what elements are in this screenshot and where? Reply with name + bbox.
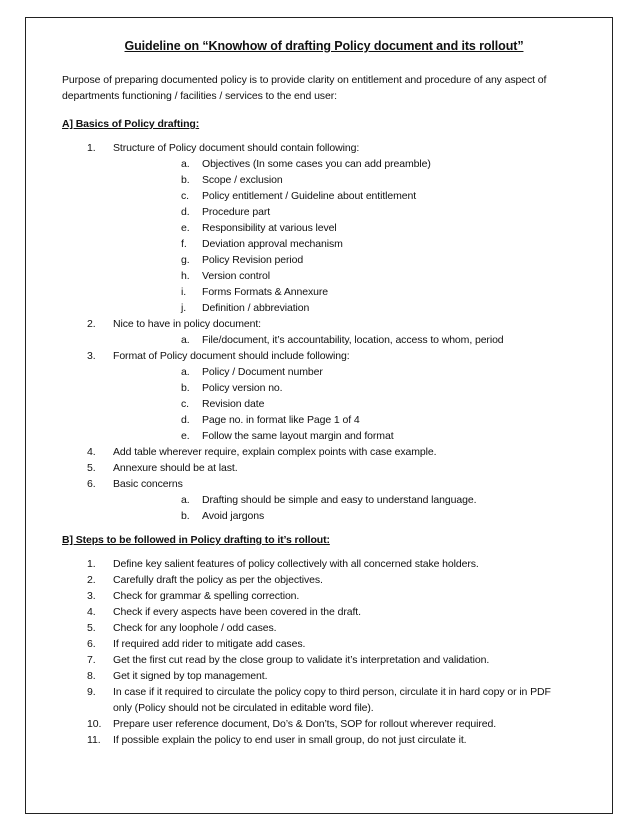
sub-item-text: Definition / abbreviation — [202, 302, 310, 314]
sub-item-text: Scope / exclusion — [202, 174, 283, 186]
list-item — [62, 556, 562, 572]
sub-list-item — [113, 220, 562, 236]
section-a-heading: A] Basics of Policy drafting: — [62, 118, 200, 130]
sub-list-item — [113, 188, 562, 204]
sub-list — [113, 332, 562, 348]
sub-item-text: File/document, it’s accountability, location, access to whom, period — [202, 334, 504, 346]
list-item — [62, 588, 562, 604]
item-text: Check for grammar & spelling correction. — [113, 590, 300, 602]
item-number: 4. — [87, 446, 96, 458]
section-b-heading: B] Steps to be followed in Policy drafting to it’s rollout: — [62, 534, 330, 546]
item-number: 8. — [87, 670, 96, 682]
item-text: Basic concerns — [113, 478, 183, 490]
sub-item-text: Revision date — [202, 398, 265, 410]
sub-item-text: Follow the same layout margin and format — [202, 430, 394, 442]
sub-list-item — [113, 156, 562, 172]
item-text: If required add rider to mitigate add cases. — [113, 638, 306, 650]
item-text: Check if every aspects have been covered in the draft. — [113, 606, 361, 618]
purpose-paragraph: Purpose of preparing documented policy is to provide clarity on entitlement and procedure of any aspect of departments functioning / facilities / services to the end user: — [62, 74, 547, 102]
sub-item-letter: f. — [181, 238, 187, 250]
item-number: 2. — [87, 318, 96, 330]
list-item — [62, 620, 562, 636]
sub-item-text: Avoid jargons — [202, 510, 265, 522]
sub-item-letter: a. — [181, 334, 190, 346]
sub-item-text: Procedure part — [202, 206, 271, 218]
sub-list-item — [113, 428, 562, 444]
item-number: 7. — [87, 654, 96, 666]
section-b-list — [62, 556, 562, 748]
sub-item-letter: i. — [181, 286, 187, 298]
list-item — [62, 572, 562, 588]
item-text: Prepare user reference document, Do’s & Don’ts, SOP for rollout wherever required. — [113, 718, 497, 730]
sub-list-item — [113, 172, 562, 188]
sub-list-item — [113, 380, 562, 396]
item-number: 3. — [87, 350, 96, 362]
sub-list-item — [113, 412, 562, 428]
sub-item-letter: h. — [181, 270, 190, 282]
sub-item-text: Deviation approval mechanism — [202, 238, 343, 250]
item-text: Nice to have in policy document: — [113, 318, 261, 330]
sub-list-item — [113, 364, 562, 380]
item-text: Carefully draft the policy as per the objectives. — [113, 574, 323, 586]
sub-list-item — [113, 284, 562, 300]
list-item — [62, 604, 562, 620]
sub-item-text: Responsibility at various level — [202, 222, 337, 234]
item-text: Structure of Policy document should contain following: — [113, 142, 360, 154]
item-number: 2. — [87, 574, 96, 586]
sub-list-item — [113, 252, 562, 268]
item-text: Annexure should be at last. — [113, 462, 238, 474]
sub-item-text: Version control — [202, 270, 270, 282]
sub-item-letter: g. — [181, 254, 190, 266]
sub-item-text: Policy entitlement / Guideline about entitlement — [202, 190, 417, 202]
section-a-list — [62, 140, 562, 524]
sub-item-letter: b. — [181, 510, 190, 522]
item-number: 6. — [87, 638, 96, 650]
sub-item-text: Policy version no. — [202, 382, 283, 394]
sub-list-item — [113, 332, 562, 348]
item-number: 4. — [87, 606, 96, 618]
list-item — [62, 460, 562, 476]
sub-list — [113, 156, 562, 316]
list-item — [62, 668, 562, 684]
item-text: Get it signed by top management. — [113, 670, 268, 682]
sub-list-item — [113, 508, 562, 524]
item-text: In case if it required to circulate the policy copy to third person, circulate it in hard copy or in PDF only (Policy should not be circulated in editable word file). — [113, 686, 551, 714]
item-number: 11. — [87, 734, 101, 746]
item-text: If possible explain the policy to end user in small group, do not just circulate it. — [113, 734, 467, 746]
document-body — [62, 38, 562, 756]
sub-item-letter: a. — [181, 494, 190, 506]
list-item — [62, 684, 562, 716]
sub-list-item — [113, 396, 562, 412]
sub-item-letter: b. — [181, 174, 190, 186]
sub-item-letter: e. — [181, 430, 190, 442]
sub-item-letter: c. — [181, 190, 189, 202]
sub-item-letter: e. — [181, 222, 190, 234]
item-number: 1. — [87, 558, 96, 570]
sub-list-item — [113, 236, 562, 252]
list-item — [62, 316, 562, 348]
sub-item-letter: a. — [181, 366, 190, 378]
sub-item-text: Page no. in format like Page 1 of 4 — [202, 414, 360, 426]
item-number: 3. — [87, 590, 96, 602]
sub-list-item — [113, 492, 562, 508]
sub-list — [113, 492, 562, 524]
item-number: 10. — [87, 718, 102, 730]
sub-item-letter: j. — [181, 302, 187, 314]
sub-item-letter: c. — [181, 398, 189, 410]
sub-item-letter: a. — [181, 158, 190, 170]
document-title: Guideline on “Knowhow of drafting Policy document and its rollout” — [124, 39, 524, 53]
sub-item-text: Objectives (In some cases you can add preamble) — [202, 158, 431, 170]
item-number: 5. — [87, 622, 96, 634]
list-item — [62, 444, 562, 460]
sub-item-text: Forms Formats & Annexure — [202, 286, 328, 298]
item-text: Check for any loophole / odd cases. — [113, 622, 277, 634]
list-item — [62, 716, 562, 732]
sub-item-letter: d. — [181, 414, 190, 426]
item-text: Format of Policy document should include following: — [113, 350, 350, 362]
list-item — [62, 636, 562, 652]
item-text: Get the first cut read by the close group to validate it’s interpretation and validation. — [113, 654, 490, 666]
sub-item-letter: b. — [181, 382, 190, 394]
item-number: 9. — [87, 686, 96, 698]
item-number: 6. — [87, 478, 96, 490]
item-number: 5. — [87, 462, 96, 474]
item-number: 1. — [87, 142, 96, 154]
list-item — [62, 140, 562, 316]
list-item — [62, 476, 562, 524]
item-text: Add table wherever require, explain complex points with case example. — [113, 446, 437, 458]
item-text: Define key salient features of policy collectively with all concerned stake holders. — [113, 558, 479, 570]
sub-item-text: Drafting should be simple and easy to understand language. — [202, 494, 477, 506]
list-item — [62, 348, 562, 444]
list-item — [62, 652, 562, 668]
list-item — [62, 732, 562, 748]
sub-item-text: Policy / Document number — [202, 366, 323, 378]
sub-list — [113, 364, 562, 444]
sub-item-letter: d. — [181, 206, 190, 218]
sub-list-item — [113, 300, 562, 316]
sub-list-item — [113, 204, 562, 220]
sub-item-text: Policy Revision period — [202, 254, 304, 266]
sub-list-item — [113, 268, 562, 284]
